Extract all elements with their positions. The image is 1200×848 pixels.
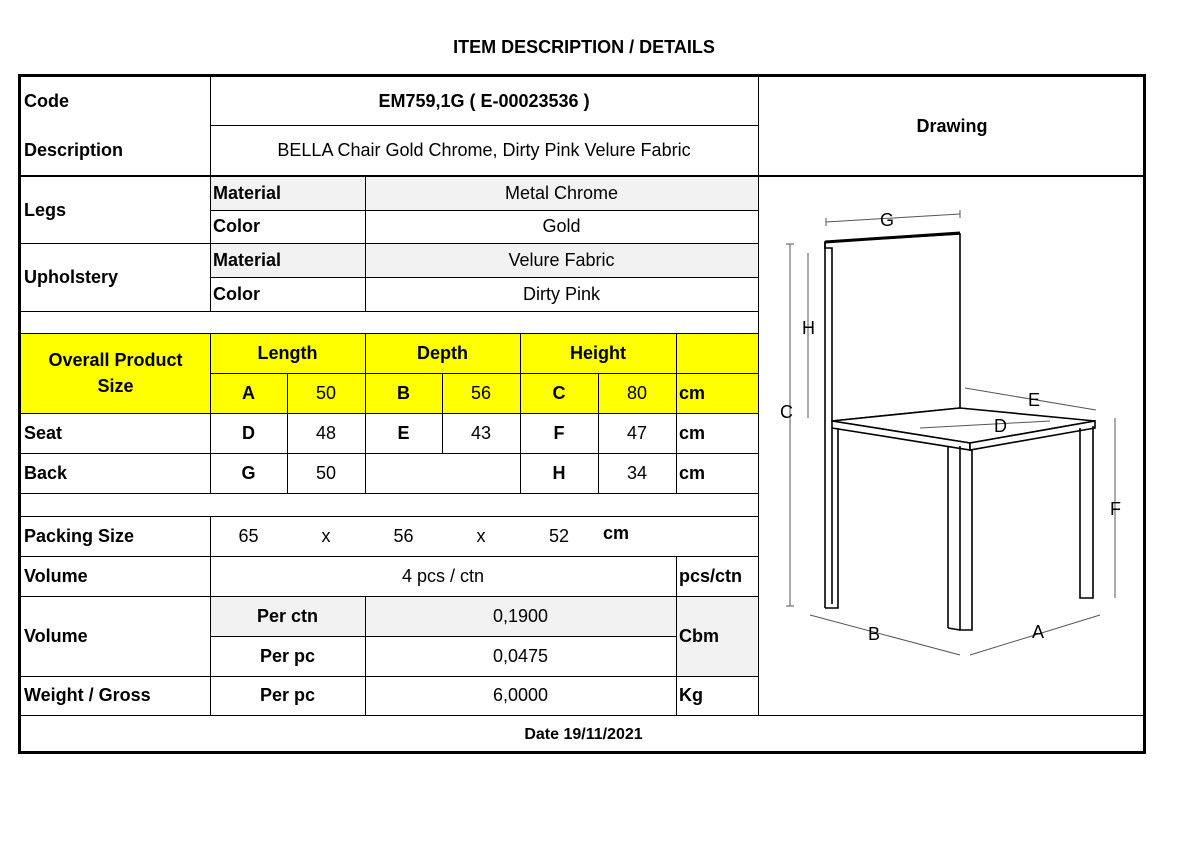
- dim-d-letter: D: [994, 416, 1007, 436]
- packing-unit: cm: [602, 522, 629, 543]
- dim-a-letter: A: [1032, 622, 1045, 642]
- overall-size-label-line1: Overall Product: [48, 350, 183, 370]
- packing-size-label: Packing Size: [24, 525, 135, 546]
- description-value: BELLA Chair Gold Chrome, Dirty Pink Velure Fabric: [277, 139, 691, 160]
- chair-drawing: [760, 178, 1148, 715]
- overall-height-value: 80: [626, 382, 648, 403]
- legs-label: Legs: [24, 199, 67, 220]
- overall-depth-code: B: [397, 382, 410, 403]
- weight-value: 6,0000: [492, 685, 549, 705]
- seat-d-code: D: [242, 422, 255, 443]
- dim-h-letter: H: [802, 318, 815, 338]
- seat-e-code: E: [397, 422, 410, 443]
- volume-per-ctn-label: Per ctn: [256, 605, 319, 626]
- packing-height: 52: [548, 525, 570, 546]
- code-value: EM759,1G ( E-00023536 ): [378, 90, 590, 111]
- overall-height-code: C: [552, 382, 566, 403]
- overall-unit: cm: [679, 382, 706, 403]
- seat-label: Seat: [24, 422, 63, 443]
- date-footer: Date 19/11/2021: [524, 726, 643, 743]
- overall-size-label-line2: Size: [97, 376, 134, 396]
- volume-per-ctn-value: 0,1900: [492, 605, 549, 626]
- upholstery-color-label: Color: [213, 283, 260, 304]
- overall-size-label: [21, 333, 210, 413]
- weight-unit: Kg: [679, 685, 703, 705]
- legs-material-label: Material: [213, 183, 282, 203]
- dim-g-letter: G: [880, 210, 895, 230]
- volume-pcs-label: Volume: [24, 565, 88, 586]
- drawing-label: Drawing: [916, 115, 988, 136]
- upholstery-label: Upholstery: [24, 266, 119, 287]
- volume-cbm-label: Volume: [24, 625, 88, 646]
- packing-width: 56: [393, 525, 414, 546]
- volume-pcs-unit: pcs/ctn: [679, 565, 743, 586]
- upholstery-color-value: Dirty Pink: [522, 283, 600, 304]
- legs-color-value: Gold: [542, 216, 581, 236]
- overall-length-code: A: [242, 382, 255, 403]
- back-h-value: 34: [626, 462, 648, 483]
- legs-color-label: Color: [213, 216, 260, 236]
- seat-f-value: 47: [626, 422, 648, 443]
- length-header: Length: [257, 342, 318, 363]
- packing-length: 65: [238, 525, 259, 546]
- dim-b-letter: B: [868, 624, 881, 644]
- weight-label: Weight / Gross: [24, 685, 151, 705]
- depth-header: Depth: [417, 342, 468, 363]
- volume-per-pc-value: 0,0475: [492, 645, 549, 666]
- legs-material-value: Metal Chrome: [504, 183, 619, 203]
- volume-per-pc-label: Per pc: [259, 645, 316, 666]
- packing-x1: x: [321, 525, 331, 546]
- overall-length-value: 50: [315, 382, 337, 403]
- code-label: Code: [24, 90, 69, 111]
- volume-cbm-unit: Cbm: [679, 625, 719, 646]
- dim-f-letter: F: [1110, 499, 1121, 519]
- back-h-code: H: [552, 462, 566, 483]
- dim-c-letter: C: [780, 402, 793, 422]
- upholstery-material-label: Material: [213, 249, 282, 270]
- seat-d-value: 48: [315, 422, 337, 443]
- volume-pcs-value: 4 pcs / ctn: [401, 565, 485, 586]
- packing-x2: x: [476, 525, 486, 546]
- back-label: Back: [24, 462, 68, 483]
- upholstery-material-value: Velure Fabric: [508, 249, 615, 270]
- seat-unit: cm: [679, 422, 706, 443]
- weight-per-pc-label: Per pc: [259, 685, 316, 705]
- seat-e-value: 43: [470, 422, 492, 443]
- description-label: Description: [24, 139, 124, 160]
- seat-f-code: F: [553, 422, 565, 443]
- dim-e-letter: E: [1028, 390, 1041, 410]
- page-title: ITEM DESCRIPTION / DETAILS: [453, 37, 715, 57]
- height-header: Height: [570, 342, 626, 363]
- overall-depth-value: 56: [470, 382, 492, 403]
- back-g-code: G: [241, 462, 256, 483]
- back-unit: cm: [679, 462, 706, 483]
- back-g-value: 50: [315, 462, 337, 483]
